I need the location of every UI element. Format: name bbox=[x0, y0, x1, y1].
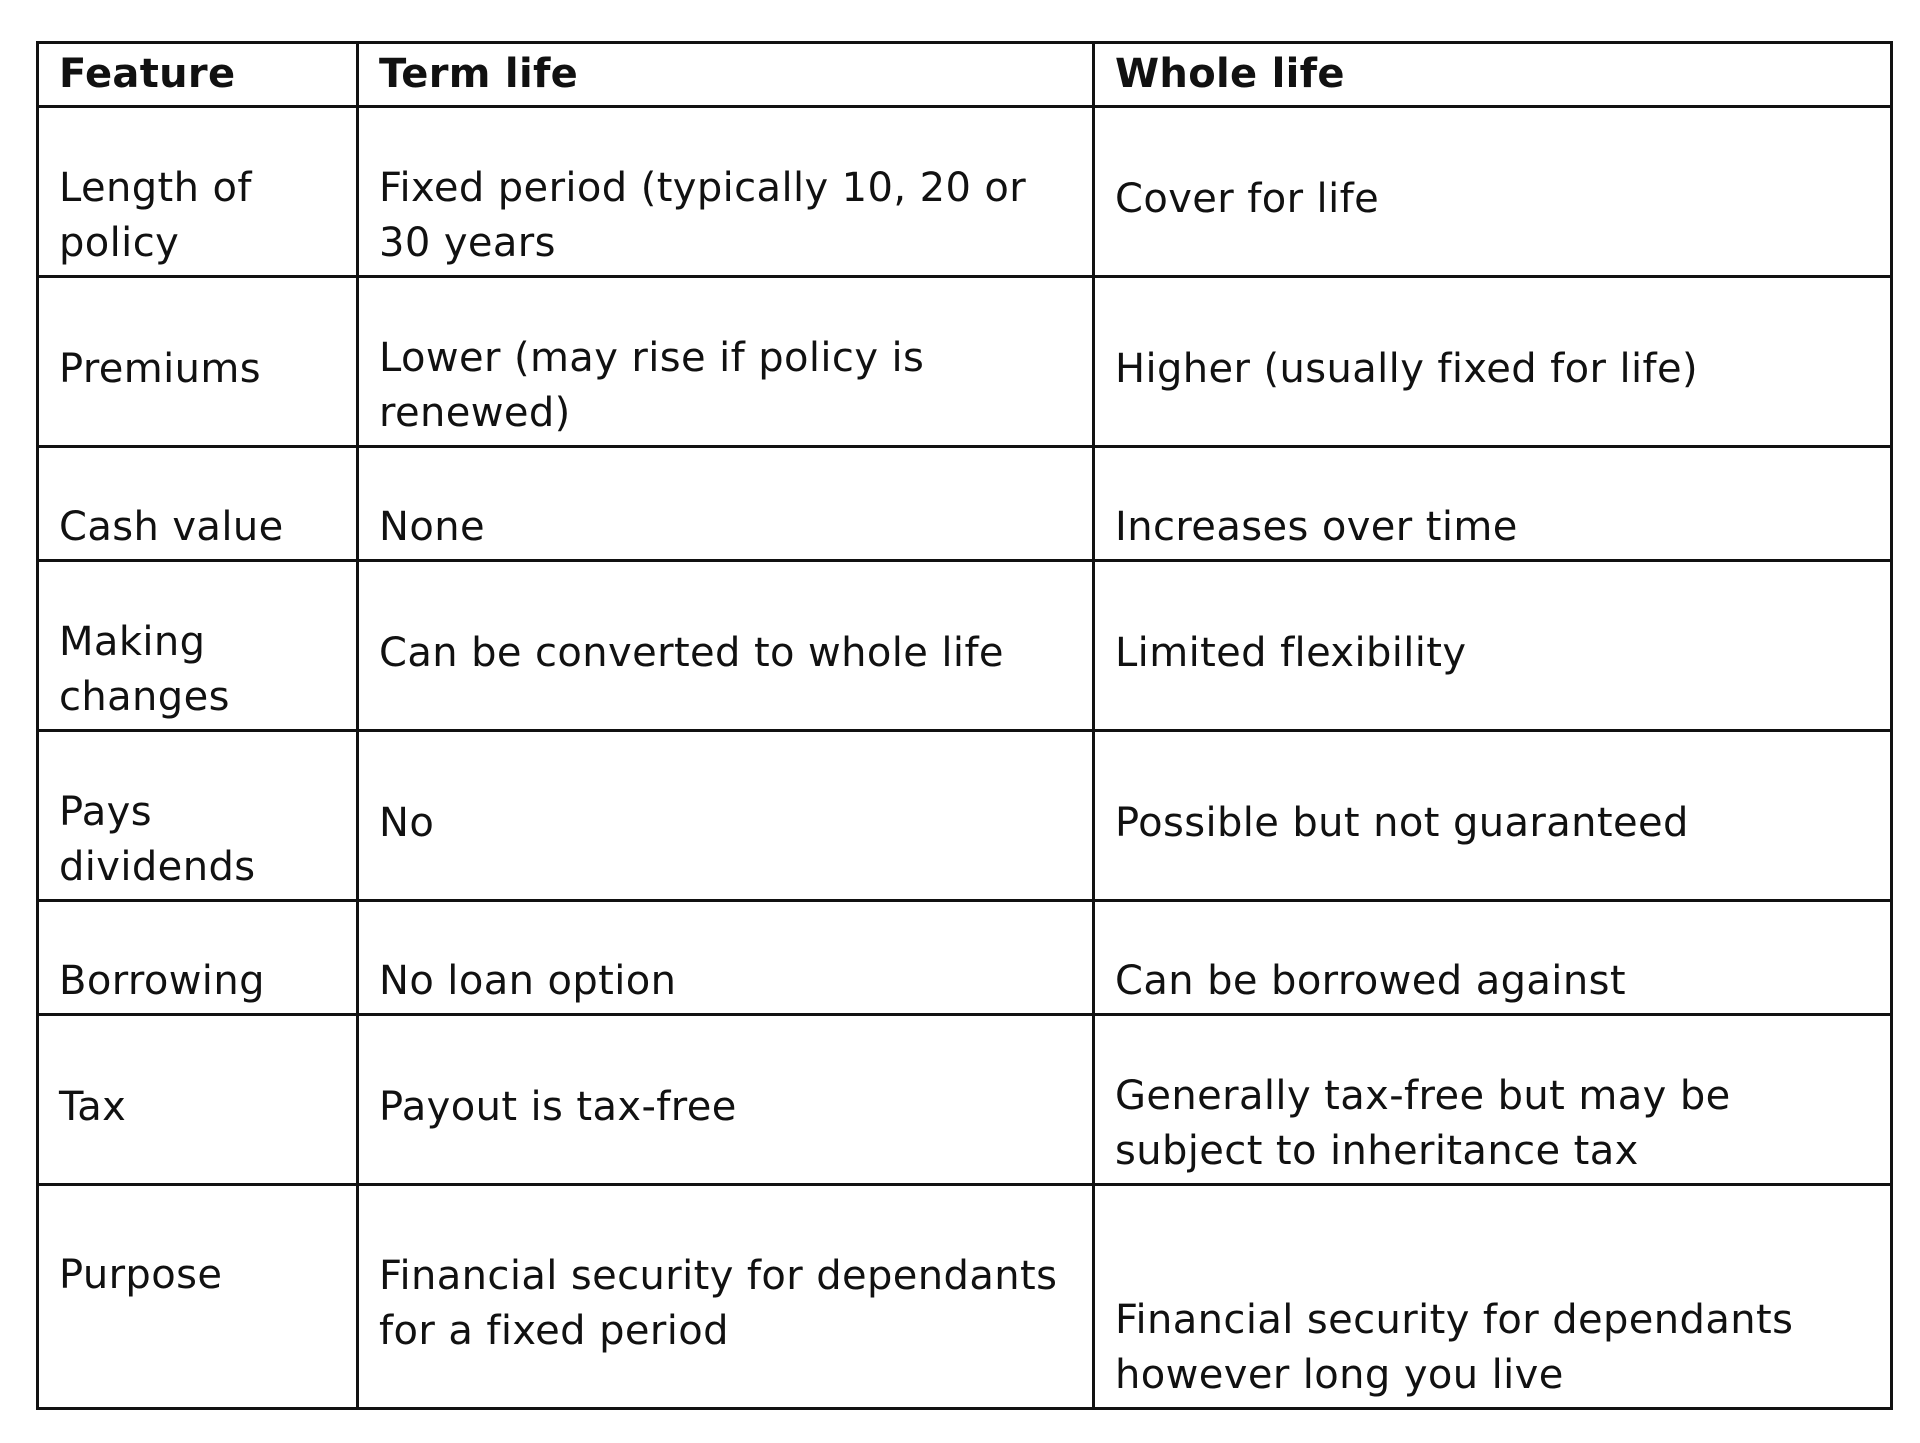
cell-term-life bbox=[358, 731, 1094, 901]
cell-term-life-text: No bbox=[379, 800, 435, 846]
cell-feature: Cash value bbox=[38, 447, 358, 561]
cell-whole-life-text: Limited flexibility bbox=[1115, 630, 1467, 676]
header-feature: Feature bbox=[38, 43, 358, 107]
cell-whole-life bbox=[1094, 107, 1892, 277]
table-row bbox=[38, 447, 1892, 561]
cell-feature-text: Tax bbox=[59, 1084, 127, 1130]
cell-feature bbox=[38, 1015, 358, 1185]
cell-feature: Borrowing bbox=[38, 901, 358, 1015]
cell-term-life: Fixed period (typically 10, 20 or 30 years bbox=[358, 107, 1094, 277]
cell-whole-life bbox=[1094, 561, 1892, 731]
cell-term-life-text: Payout is tax-free bbox=[379, 1084, 737, 1130]
cell-feature bbox=[38, 277, 358, 447]
table-row bbox=[38, 277, 1892, 447]
cell-whole-life: Can be borrowed against bbox=[1094, 901, 1892, 1015]
table-header-row bbox=[38, 43, 1892, 107]
cell-term-life: None bbox=[358, 447, 1094, 561]
cell-feature: Length of policy bbox=[38, 107, 358, 277]
cell-feature: Making changes bbox=[38, 561, 358, 731]
cell-term-life: No loan option bbox=[358, 901, 1094, 1015]
cell-term-life bbox=[358, 561, 1094, 731]
cell-term-life-text: Can be converted to whole life bbox=[379, 630, 1004, 676]
cell-feature-text: Purpose bbox=[59, 1252, 223, 1298]
cell-whole-life-text: Higher (usually fixed for life) bbox=[1115, 346, 1698, 392]
comparison-table bbox=[36, 41, 1893, 1410]
table-row bbox=[38, 731, 1892, 901]
table-row bbox=[38, 901, 1892, 1015]
cell-term-life: Lower (may rise if policy is renewed) bbox=[358, 277, 1094, 447]
cell-term-life bbox=[358, 1185, 1094, 1409]
cell-whole-life-text: Cover for life bbox=[1115, 176, 1380, 222]
cell-whole-life-text: Possible but not guaranteed bbox=[1115, 800, 1689, 846]
cell-feature bbox=[38, 1185, 358, 1409]
comparison-table-container bbox=[36, 41, 1890, 1410]
cell-feature-text: Premiums bbox=[59, 346, 262, 392]
cell-feature: Pays dividends bbox=[38, 731, 358, 901]
table-row bbox=[38, 107, 1892, 277]
table-row bbox=[38, 1185, 1892, 1409]
table-row bbox=[38, 561, 1892, 731]
header-whole-life: Whole life bbox=[1094, 43, 1892, 107]
header-term-life: Term life bbox=[358, 43, 1094, 107]
cell-whole-life: Financial security for dependants however long you live bbox=[1094, 1185, 1892, 1409]
cell-whole-life bbox=[1094, 731, 1892, 901]
cell-whole-life: Generally tax-free but may be subject to inheritance tax bbox=[1094, 1015, 1892, 1185]
cell-term-life bbox=[358, 1015, 1094, 1185]
table-row bbox=[38, 1015, 1892, 1185]
cell-whole-life bbox=[1094, 277, 1892, 447]
cell-whole-life: Increases over time bbox=[1094, 447, 1892, 561]
cell-term-life-text: Financial security for dependants for a fixed period bbox=[379, 1253, 1058, 1354]
